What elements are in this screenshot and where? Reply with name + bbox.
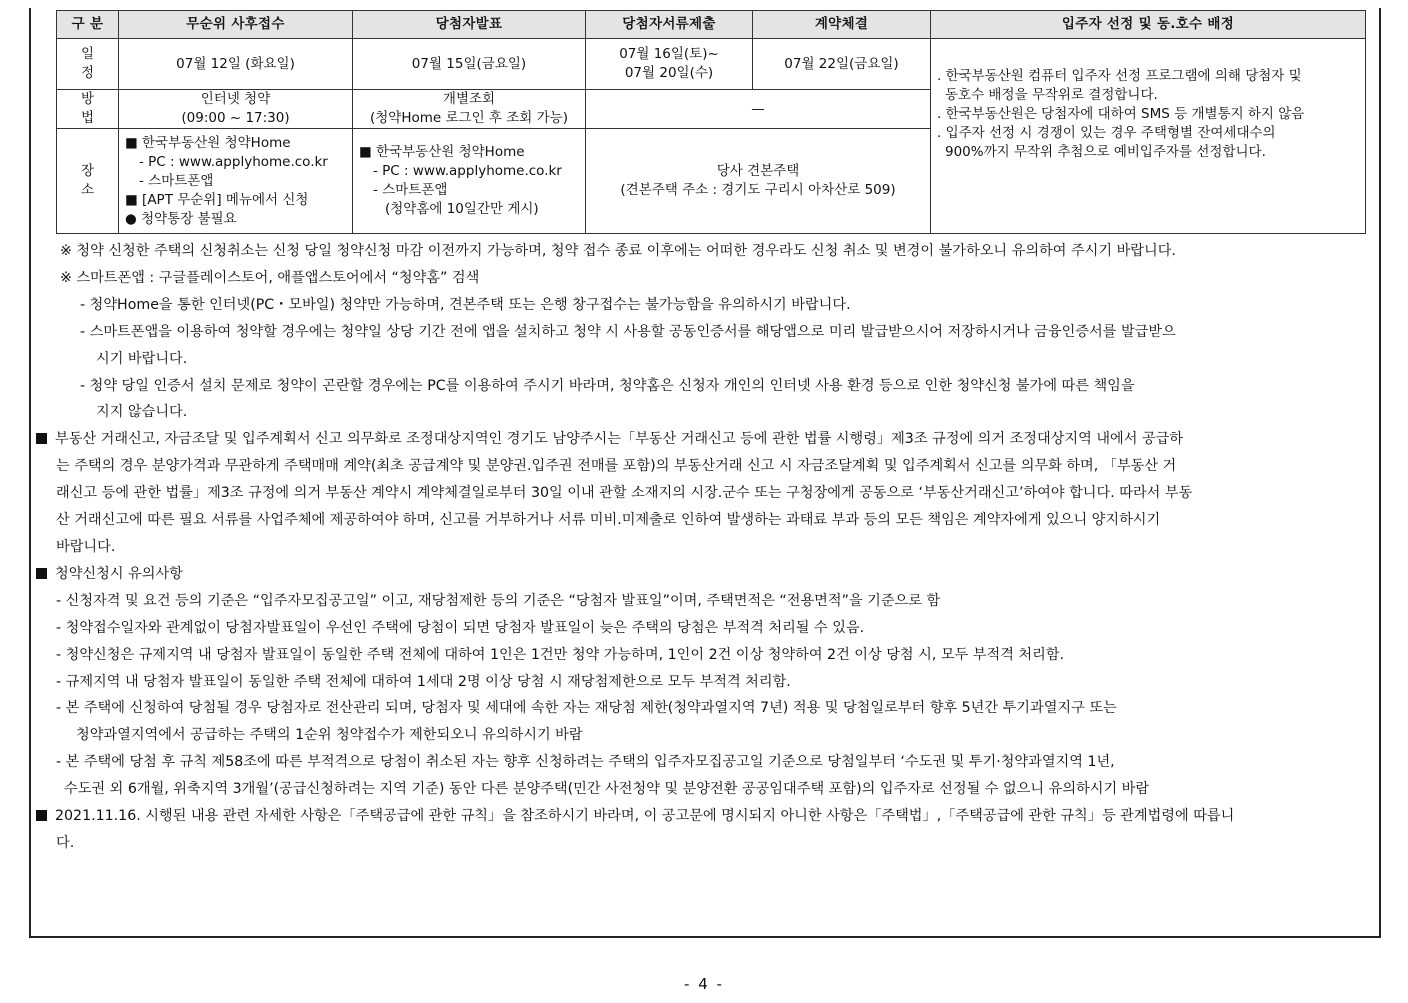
row-label-place: 장 소 (57, 129, 119, 234)
schedule-docs-line1: 07월 16일(토)~ (619, 46, 719, 62)
place-docs-line1: 당사 견본주택 (716, 163, 800, 179)
place-receipt-line: ● 청약통장 불필요 (125, 210, 237, 227)
schedule-contract: 07월 22일(금요일) (753, 39, 931, 90)
selection-line: . 한국부동산원은 당첨자에 대하여 SMS 등 개별통지 하지 않음 (937, 106, 1305, 122)
method-receipt (119, 90, 353, 129)
selection-line: 900%까지 무작위 추첨으로 예비입주자를 선정합니다. (945, 144, 1266, 160)
selection-line: . 입주자 선정 시 경쟁이 있는 경우 주택형별 잔여세대수의 (937, 125, 1276, 141)
place-receipt-line: ■ 한국부동산원 청약Home (125, 134, 291, 151)
note-pc-use-cont: 지지 않습니다. (96, 404, 188, 421)
caution-item: - 본 주택에 신청하여 당첨될 경우 당첨자로 전산관리 되며, 당첨자 및 세대에 속한 자는 재당첨 제한(청약과열지역 7년) 적용 및 당첨일로부터 향후 5년간 투기과열지구 또는 (56, 700, 1117, 717)
place-announce-line: (청약홈에 10일간만 게시) (385, 201, 539, 217)
header-contract: 계약체결 (753, 11, 931, 39)
selection-line: 동호수 배정을 무작위로 결정합니다. (945, 87, 1158, 103)
header-announce: 당첨자발표 (353, 11, 586, 39)
note-internet-only: - 청약Home을 통한 인터넷(PC・모바일) 청약만 가능하며, 견본주택 또는 은행 창구접수는 불가능함을 유의하시기 바랍니다. (80, 296, 851, 313)
place-docs-contract (586, 129, 931, 234)
place-announce-line: - 스마트폰앱 (373, 182, 448, 198)
place-receipt-line: ■ [APT 무순위] 메뉴에서 신청 (125, 191, 309, 208)
caution-item: - 신청자격 및 요건 등의 기준은 “입주자모집공고일” 이고, 재당첨제한 등의 기준은 “당첨자 발표일”이며, 주택면적은 “전용면적”을 기준으로 함 (56, 592, 941, 609)
rule-text: 2021.11.16. 시행된 내용 관련 자세한 사항은「주택공급에 관한 규칙」을 참조하시기 바라며, 이 공고문에 명시되지 아니한 사항은「주택법」,「주택공급에 관한 규칙」등 관계법령에 따릅니 (55, 808, 1235, 825)
caution-item: - 청약접수일자와 관계없이 당첨자발표일이 우선인 주택에 당첨이 되면 당첨자 발표일이 늦은 주택의 당첨은 부적격 처리될 수 있음. (56, 619, 865, 636)
caution-title: 청약신청시 유의사항 (55, 565, 183, 582)
header-docs: 당첨자서류제출 (586, 11, 753, 39)
report-section-line: 바랍니다. (56, 538, 116, 555)
report-section-line: 는 주택의 경우 분양가격과 무관하게 주택매매 계약(최초 공급계약 및 분양권.입주권 전매를 포함)의 부동산거래 신고 시 자금조달계획 및 입주계획서 신고를 의무화 하며, 「부동산 거 (56, 458, 1177, 475)
method-announce-line2: (청약Home 로그인 후 조회 가능) (370, 110, 568, 126)
report-section-line (36, 426, 1376, 453)
place-receipt (119, 129, 353, 234)
note-pc-use: - 청약 당일 인증서 설치 문제로 청약이 곤란할 경우에는 PC를 이용하여 주시기 바라며, 청약홈은 신청자 개인의 인터넷 사용 환경 등으로 인한 청약신청 불가에 따른 책임을 (80, 377, 1135, 394)
note-certificate-cont: 시기 바랍니다. (96, 350, 188, 367)
square-bullet-icon (36, 433, 47, 444)
table-header-row (57, 11, 1366, 39)
selection-line: . 한국부동산원 컴퓨터 입주자 선정 프로그램에 의해 당첨자 및 (937, 68, 1302, 84)
page-number: - 4 - (684, 975, 724, 993)
place-announce-line: ■ 한국부동산원 청약Home (359, 144, 525, 160)
method-docs-contract: — (586, 90, 931, 129)
method-receipt-line2: (09:00 ~ 17:30) (181, 110, 290, 126)
place-announce (353, 129, 586, 234)
note-cancel: ※ 청약 신청한 주택의 신청취소는 신청 당일 청약신청 마감 이전까지 가능하며, 청약 접수 종료 이후에는 어떠한 경우라도 신청 취소 및 변경이 불가하오니 유의하여 주시기 바랍니다. (60, 243, 1176, 259)
report-text: 부동산 거래신고, 자금조달 및 입주계획서 신고 의무화로 조정대상지역인 경기도 남양주시는「부동산 거래신고 등에 관한 법률 시행령」제3조 규정에 의거 조정대상지역 내에서 공급하 (55, 431, 1184, 448)
caution-item: - 본 주택에 당첨 후 규칙 제58조에 따른 부적격으로 당첨이 취소된 자는 향후 신청하려는 주택의 입주자모집공고일 기준으로 당첨일부터 ‘수도권 및 투기·청약과열지역 1년, (56, 754, 1115, 771)
header-selection: 입주자 선정 및 동.호수 배정 (931, 11, 1366, 39)
caution-section-title (36, 561, 1376, 588)
notice-body (36, 238, 1376, 857)
selection-notes (931, 39, 1366, 234)
table-row-schedule (57, 39, 1366, 90)
report-section-line: 래신고 등에 관한 법률」제3조 규정에 의거 부동산 계약시 계약체결일로부터 30일 이내 관할 소재지의 시장.군수 또는 구청장에게 공동으로 ‘부동산거래신고’하여야 합니다. 따라서 부동 (56, 485, 1193, 502)
square-bullet-icon (36, 568, 47, 579)
schedule-announce: 07월 15일(금요일) (353, 39, 586, 90)
method-receipt-line1: 인터넷 청약 (200, 91, 271, 107)
caution-item: - 청약신청은 규제지역 내 당첨자 발표일이 동일한 주택 전체에 대하여 1인은 1건만 청약 가능하며, 1인이 2건 이상 청약하여 2건 이상 당첨 시, 모두 부적격 처리함. (56, 646, 1065, 663)
note-certificate: - 스마트폰앱을 이용하여 청약할 경우에는 청약일 상당 기간 전에 앱을 설치하고 청약 시 사용할 공동인증서를 해당앱으로 미리 발급받으시어 저장하시거나 금융인증서를 발급받으 (80, 323, 1176, 340)
row-label-schedule: 일 정 (57, 39, 119, 90)
caution-item-cont: 수도권 외 6개월, 위축지역 3개월’(공급신청하려는 지역 기준) 동안 다른 분양주택(민간 사전청약 및 분양전환 공공임대주택 포함)의 입주자로 선정될 수 없으니 유의하시기 바람 (64, 781, 1150, 798)
schedule-docs-line2: 07월 20일(수) (624, 65, 714, 81)
rule-section-line (36, 803, 1376, 830)
place-announce-line: - PC : www.applyhome.co.kr (373, 163, 562, 179)
schedule-docs (586, 39, 753, 90)
method-announce-line1: 개별조회 (442, 91, 496, 107)
report-section-line: 산 거래신고에 따른 필요 서류를 사업주체에 제공하여야 하며, 신고를 거부하거나 서류 미비.미제출로 인하여 발생하는 과태료 부과 등의 모든 책임은 계약자에게 있으니 양지하시기 (56, 512, 1161, 529)
schedule-receipt: 07월 12일 (화요일) (119, 39, 353, 90)
caution-item-cont: 청약과열지역에서 공급하는 주택의 1순위 청약접수가 제한되오니 유의하시기 바람 (76, 727, 583, 744)
caution-item: - 규제지역 내 당첨자 발표일이 동일한 주택 전체에 대하여 1세대 2명 이상 당첨 시 재당첨제한으로 모두 부적격 처리함. (56, 673, 791, 690)
place-receipt-line: - 스마트폰앱 (139, 172, 214, 189)
row-label-method: 방 법 (57, 90, 119, 129)
header-receipt: 무순위 사후접수 (119, 11, 353, 39)
place-docs-line2: (견본주택 주소 : 경기도 구리시 아차산로 509) (620, 182, 896, 198)
rule-section-line-cont: 다. (56, 834, 75, 851)
method-announce (353, 90, 586, 129)
place-receipt-line: - PC : www.applyhome.co.kr (139, 153, 328, 170)
note-smartphone-app: ※ 스마트폰앱 : 구글플레이스토어, 애플앱스토어에서 “청약홈” 검색 (60, 269, 480, 286)
square-bullet-icon (36, 810, 47, 821)
header-category: 구 분 (57, 11, 119, 39)
schedule-table (56, 10, 1366, 234)
